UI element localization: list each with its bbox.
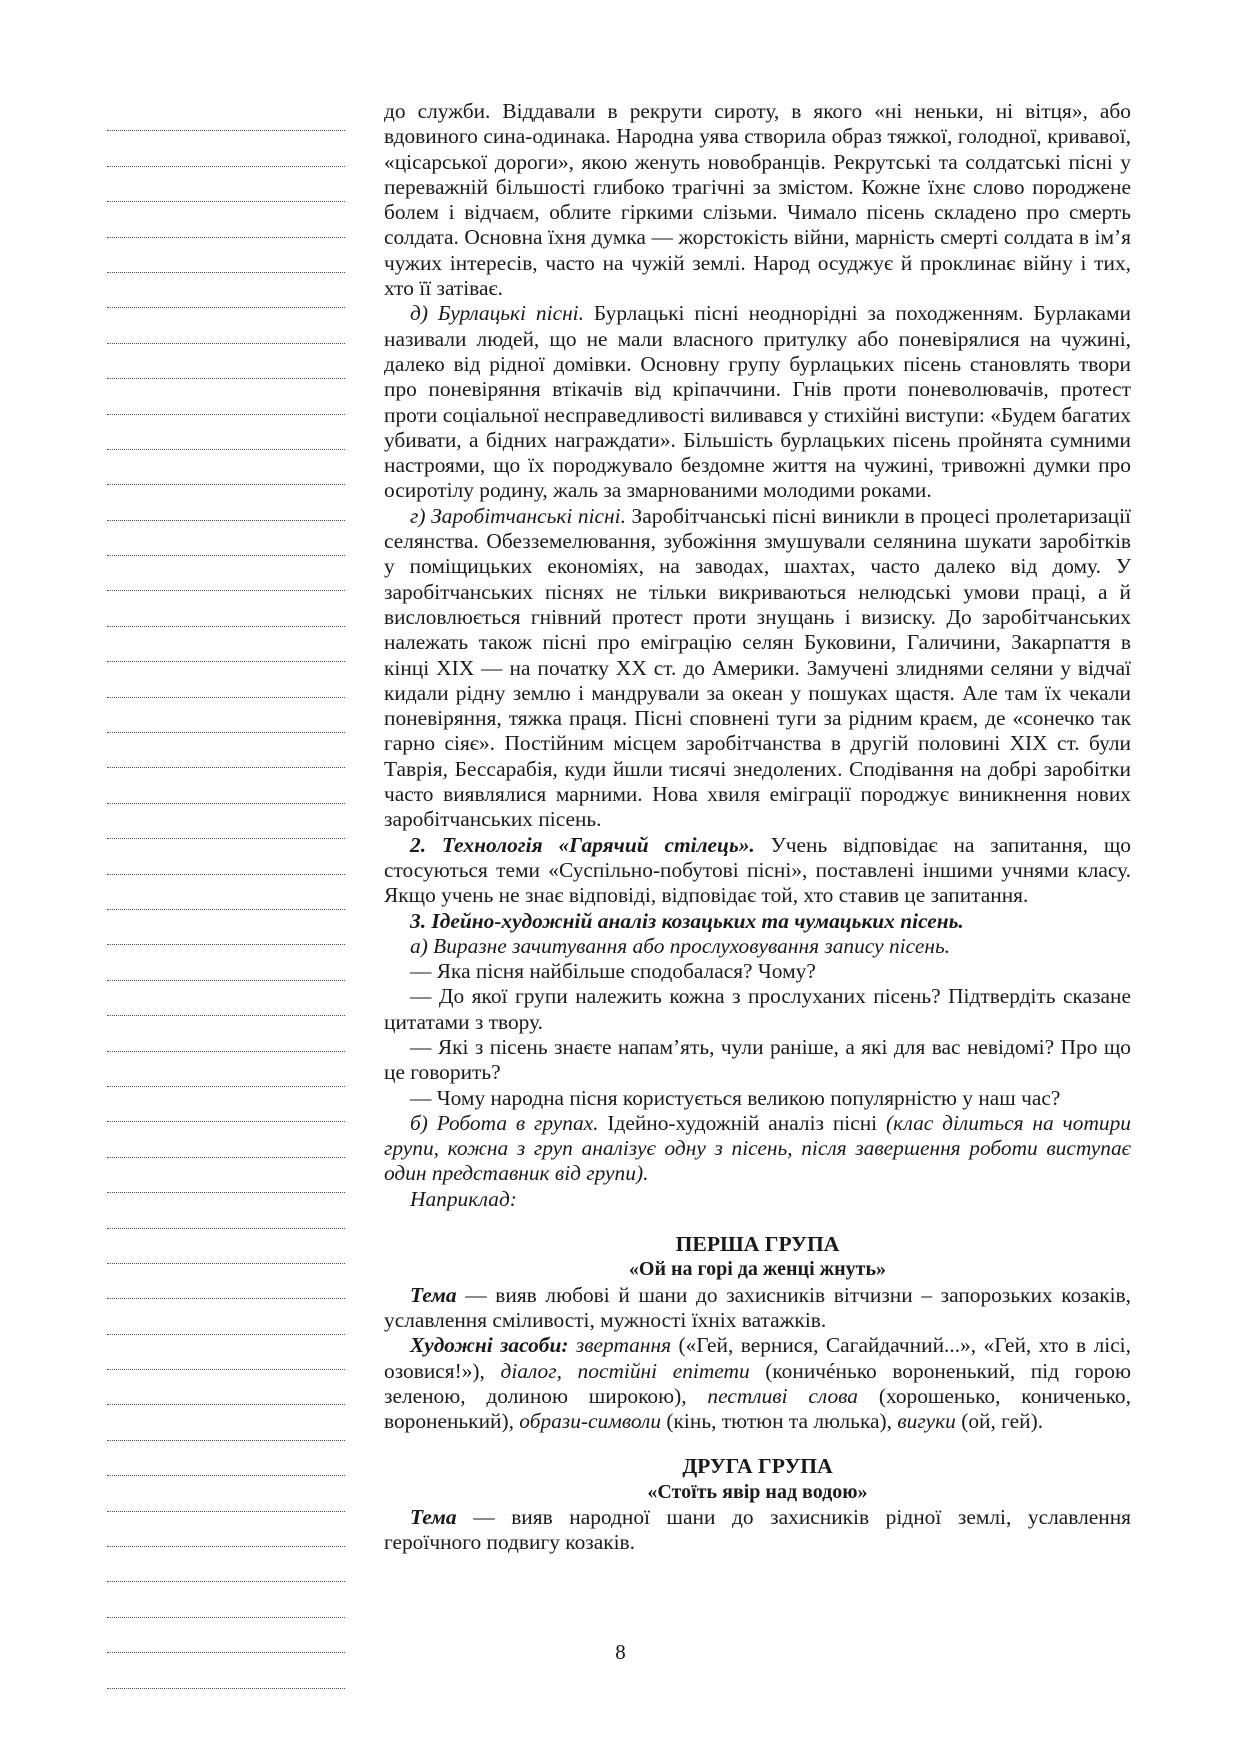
- note-line: [107, 521, 345, 556]
- note-line: [107, 415, 345, 450]
- note-line: [107, 1582, 345, 1617]
- note-line: [107, 167, 345, 202]
- analysis-step-b: б) Робота в групах. Ідейно-художній аналіз пісні (клас ділиться на чотири групи, кожна з груп аналізує одну з пісень, після завершення роботи виступає один представник від групи).: [384, 1110, 1131, 1186]
- section-label: 2. Технологія «Гарячий стілець».: [410, 832, 755, 857]
- analysis-step-a: а) Виразне зачитування або прослуховування запису пісень.: [410, 933, 951, 958]
- note-line: [107, 308, 345, 343]
- note-line: [107, 733, 345, 768]
- analysis-heading: 3. Ідейно-художній аналіз козацьких та чумацьких пісень.: [410, 908, 964, 933]
- note-line: [107, 1229, 345, 1264]
- note-line: [107, 1441, 345, 1476]
- group-2-theme: Тема — вияв народної шани до захисників рідної землі, уславлення героїчного подвигу козаків.: [384, 1505, 1131, 1555]
- note-line: [107, 1547, 345, 1582]
- note-line: [107, 485, 345, 520]
- note-line: [107, 839, 345, 874]
- note-line: [107, 1052, 345, 1087]
- note-line: [107, 768, 345, 803]
- note-line: [107, 1016, 345, 1051]
- note-line: [107, 875, 345, 910]
- note-line: [107, 556, 345, 591]
- paragraph-hot-chair: 2. Технологія «Гарячий стілець». Учень відповідає на запитання, що стосуються теми «Суспільно-побутові пісні», поставлені іншими учнями класу. Якщо учень не знає відповіді, відповідає той, хто ставив це запитання.: [384, 832, 1132, 908]
- note-line: [107, 273, 345, 308]
- group-1-devices: Художні засоби: звертання («Гей, вернися, Сагайдачний...», «Гей, хто в лісі, озовися!»), діалог, постійні епітети (коничéнько вороненький, під горою зеленою, долиною широкою), пестливі слова (хорошенько, кониченько, вороненький), образи-символи (кінь, тютюн та люлька), вигуки (ой, гей).: [384, 1333, 1131, 1434]
- note-line: [107, 1512, 345, 1547]
- group-1-song: «Ой на горі да женці жнуть»: [628, 1258, 887, 1281]
- note-line: [107, 1335, 345, 1370]
- paragraph-worker-songs: г) Заробітчанські пісні. Заробітчанські пісні виникли в процесі пролетаризації селянства. Обезземелювання, зубожіння змушували селянина шукати заробітків у поміщицьких економіях, на заводах, шахтах, часто далеко від дому. У заробітчанських піснях не тільки викриваються нелюдські умови праці, а й висловлюється гнівний протест проти знущань і визиску. До заробітчанських належать також пісні про еміграцію селян Буковини, Галичини, Закарпаття в кінці XIX — на початку XX ст. до Америки. Замучені злиднями селяни у відчаї кидали рідну землю і мандрували за океан у пошуках щастя. Але там їх чекали поневіряння, тяжка праця. Пісні сповнені туги за рідним краєм, де «сонечко так гарно сіяє». Постійним місцем заробітчанства в другій половині XIX ст. були Таврія, Бессарабія, куди йшли тисячі знедолених. Сподівання на добрі заробітки часто виявлялися марними. Нова хвиля еміграції породжує виникнення нових заробітчанських пісень.: [384, 503, 1131, 832]
- note-line: [107, 96, 345, 131]
- note-line: [107, 344, 345, 379]
- main-text: [384, 99, 1131, 1556]
- paragraph-recruit-songs: до служби. Віддавали в рекрути сироту, в якого «ні неньки, ні вітця», або вдовиного сина-одинака. Народна уява створила образ тяжкої, голодної, кривавої, «цісарської дороги», якою женуть новобранців. Рекрутські та солдатські пісні у переважній більшості глибоко трагічні за змістом. Кожне їхнє слово породжене болем і відчаєм, облите гіркими слізьми. Чимало пісень складено про смерть солдата. Основна їхня думка — жорстокість війни, марність смерті солдата в ім’я чужих інтересів, часто на чужій землі. Народ осуджує й проклинає війну і тих, хто її затіває.: [384, 99, 1131, 301]
- group-1-title: ПЕРША ГРУПА: [675, 1232, 840, 1257]
- note-line: [107, 1405, 345, 1440]
- question: — Яка пісня найбільше сподобалася? Чому?: [410, 959, 816, 984]
- note-line: [107, 662, 345, 697]
- note-line: [107, 591, 345, 626]
- example-label: Наприклад:: [410, 1186, 517, 1211]
- group-2-title: ДРУГА ГРУПА: [682, 1454, 833, 1479]
- note-line: [107, 1370, 345, 1405]
- note-line: [107, 1264, 345, 1299]
- group-2-song: «Стоїть явір над водою»: [647, 1480, 868, 1503]
- note-line: [107, 238, 345, 273]
- question: — Які з пісень знаєте напам’ять, чули раніше, а які для вас невідомі? Про що це говорить?: [384, 1034, 1131, 1085]
- note-line: [107, 804, 345, 839]
- note-line: [107, 1299, 345, 1334]
- note-line: [107, 945, 345, 980]
- note-line: [107, 450, 345, 485]
- note-line: [107, 131, 345, 166]
- note-line: [107, 698, 345, 733]
- page-number: 8: [615, 1640, 626, 1664]
- note-line: [107, 1087, 345, 1122]
- note-line: [107, 1122, 345, 1157]
- note-line: [107, 627, 345, 662]
- note-line: [107, 202, 345, 237]
- question: — До якої групи належить кожна з прослуханих пісень? Підтвердіть сказане цитатами з твору.: [384, 984, 1131, 1034]
- notes-margin: [107, 96, 345, 1689]
- question: — Чому народна пісня користується великою популярністю у наш час?: [410, 1085, 1061, 1110]
- group-1-theme: Тема — вияв любові й шани до захисників вітчизни – запорозьких козаків, уславлення сміливості, мужності їхніх ватажків.: [384, 1282, 1131, 1332]
- note-line: [107, 1158, 345, 1193]
- note-line: [107, 379, 345, 414]
- paragraph-burlak-songs: д) Бурлацькі пісні. Бурлацькі пісні неоднорідні за походженням. Бурлаками називали людей, що не мали власного притулку або поневірялися на чужині, далеко від рідної домівки. Основну групу бурлацьких пісень становлять твори про поневіряння втікачів від кріпаччини. Гнів проти поневолювачів, протест проти соціальної несправедливості виливався у стихійні виступи: «Будем багатих убивати, а бідних награждати». Більшість бурлацьких пісень пройнята сумними настроями, що їх породжувало бездомне життя на чужині, тривожні думки про осиротілу родину, жаль за змарнованими молодими роками.: [384, 301, 1131, 503]
- note-line: [107, 1193, 345, 1228]
- note-line: [107, 1476, 345, 1511]
- note-line: [107, 981, 345, 1016]
- section-label: д) Бурлацькі пісні.: [410, 301, 584, 326]
- section-label: г) Заробітчанські пісні.: [410, 503, 626, 528]
- note-line: [107, 910, 345, 945]
